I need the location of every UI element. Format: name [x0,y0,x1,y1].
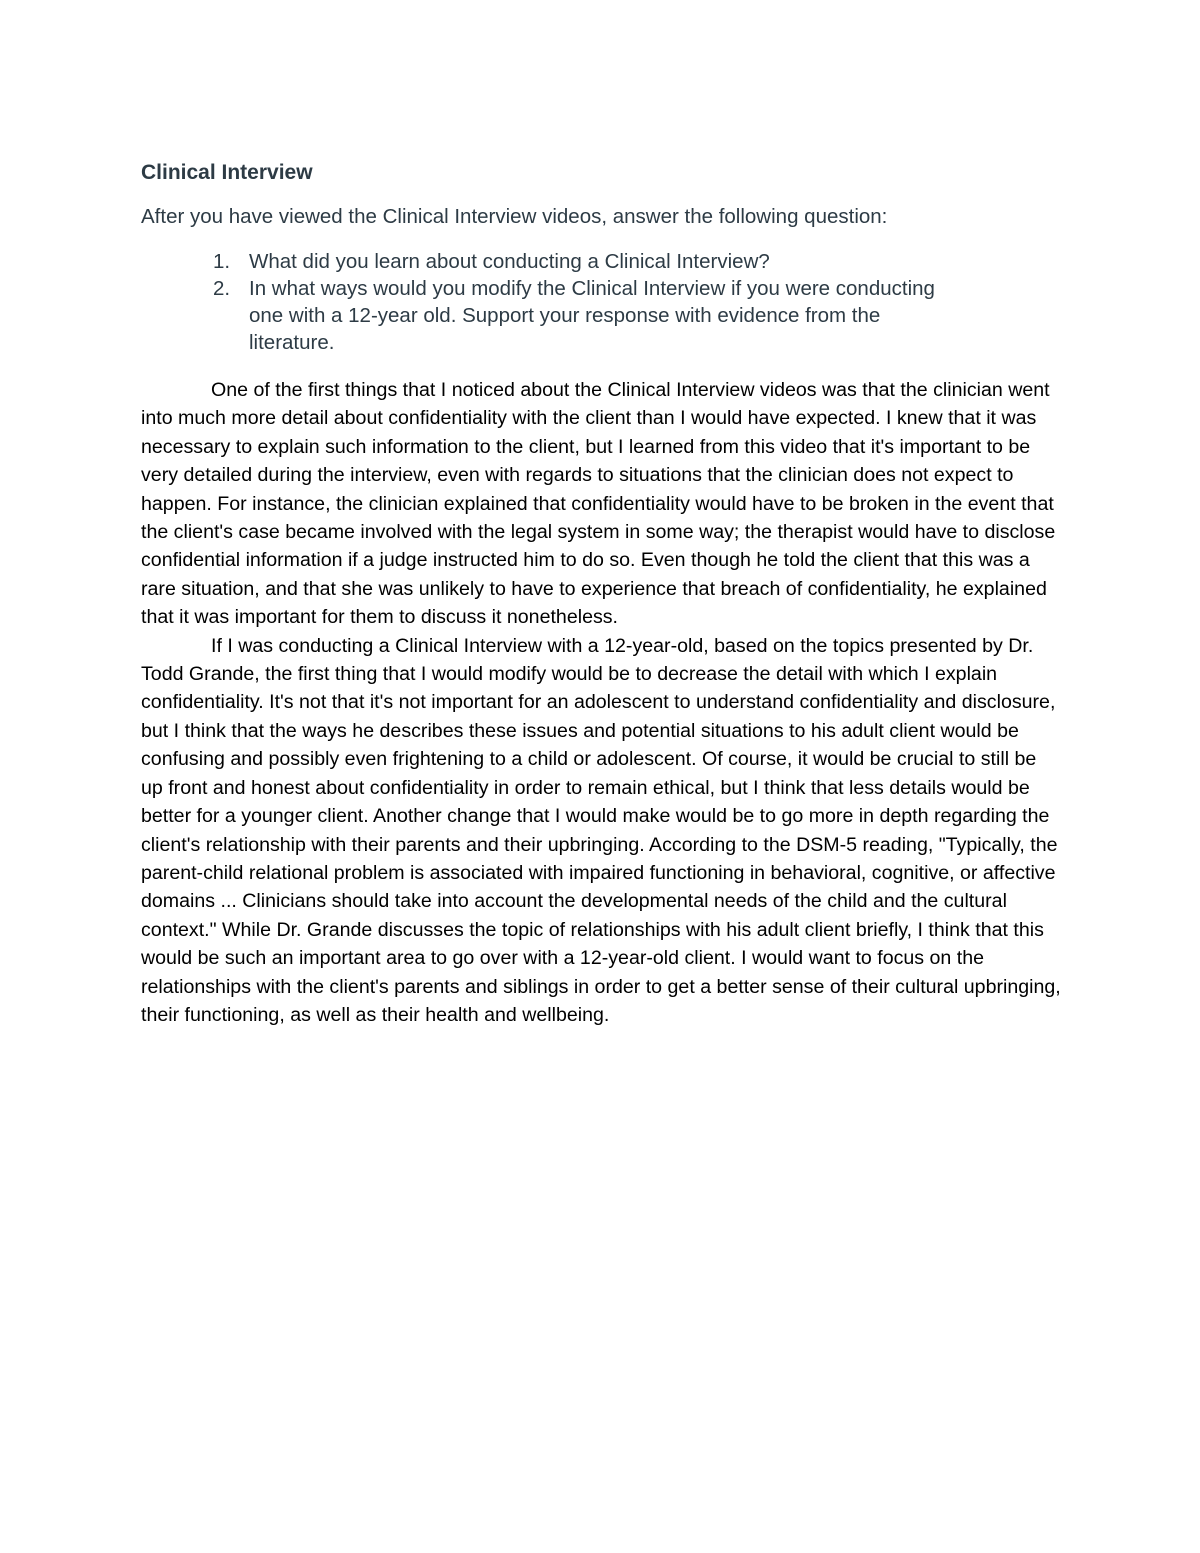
question-list [141,248,1061,356]
question-number: 1. [213,250,231,273]
question-item [141,275,949,356]
response-paragraph-1: One of the first things that I noticed about the Clinical Interview videos was that the clinician went into much more detail about confidentiality with the client than I would have expected. I knew that it was necessary to explain such information to the client, but I learned from this video that it's important to be very detailed during the interview, even with regards to situations that the clinician does not expect to happen. For instance, the clinician explained that confidentiality would have to be broken in the event that the client's case became involved with the legal system in some way; the therapist would have to disclose confidential information if a judge instructed him to do so. Even though he told the client that this was a rare situation, and that she was unlikely to have to experience that breach of confidentiality, he explained that it was important for them to discuss it nonetheless. [141,379,1056,629]
question-number: 2. [213,277,231,300]
document-title: Clinical Interview [141,161,313,184]
question-item [141,248,949,275]
question-text: In what ways would you modify the Clinical Interview if you were conducting one with a 12-year old. Support your response with evidence from the literature. [249,277,935,354]
question-text: What did you learn about conducting a Clinical Interview? [249,250,770,273]
document-content [141,158,1061,1029]
response-paragraph-2: If I was conducting a Clinical Interview with a 12-year-old, based on the topics presented by Dr. Todd Grande, the first thing that I would modify would be to decrease the detail with which I explain confidentiality. It's not that it's not important for an adolescent to understand confidentiality and disclosure, but I think that the ways he describes these issues and potential situations to his adult client would be confusing and possibly even frightening to a child or adolescent. Of course, it would be crucial to still be up front and honest about confidentiality in order to remain ethical, but I think that less details would be better for a younger client. Another change that I would make would be to go more in depth regarding the client's relationship with their parents and their upbringing. According to the DSM-5 reading, "Typically, the parent-child relational problem is associated with impaired functioning in behavioral, cognitive, or affective domains ... Clinicians should take into account the developmental needs of the child and the cultural context." While Dr. Grande discusses the topic of relationships with his adult client briefly, I think that this would be such an important area to go over with a 12-year-old client. I would want to focus on the relationships with the client's parents and siblings in order to get a better sense of their cultural upbringing, their functioning, as well as their health and wellbeing. [141,634,1061,1026]
assignment-instructions: After you have viewed the Clinical Interview videos, answer the following question: [141,205,888,228]
